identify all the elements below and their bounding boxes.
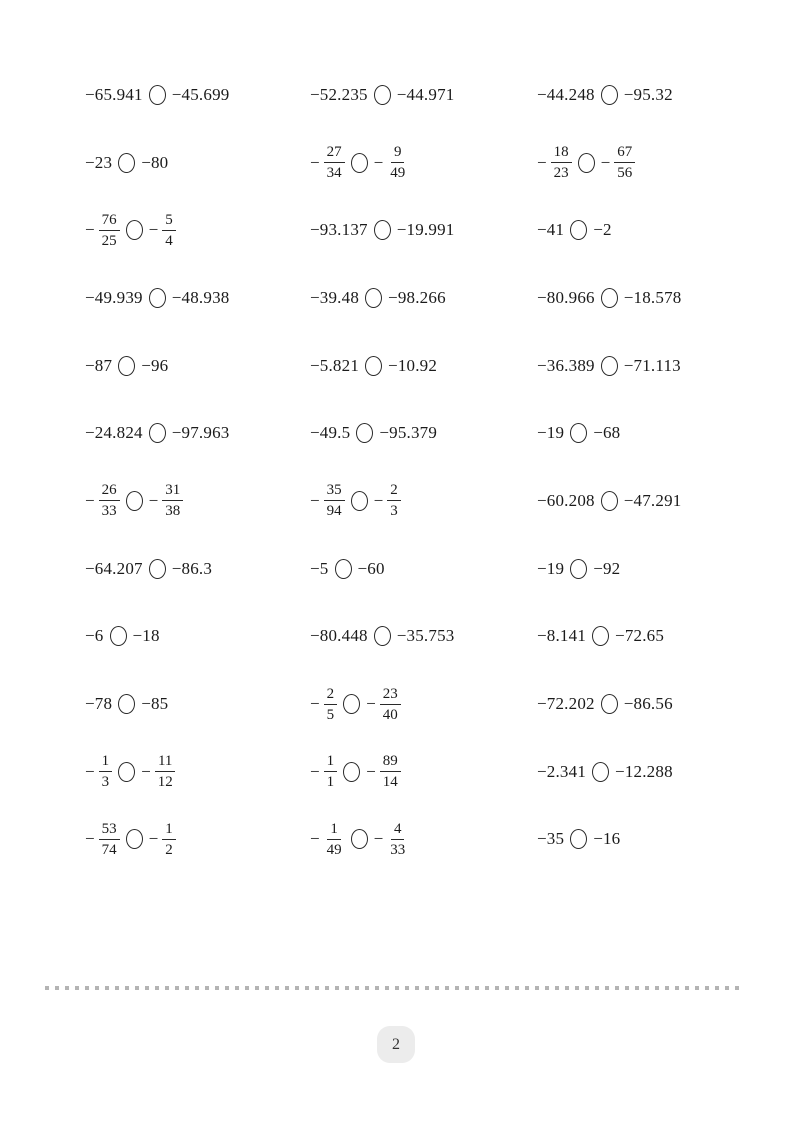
minus-sign: − <box>366 761 376 781</box>
number-value: −36.389 <box>537 355 595 375</box>
fraction-numerator: 1 <box>324 752 338 772</box>
comparison-circle-input[interactable] <box>110 626 127 646</box>
right-operand <box>141 153 168 173</box>
right-operand <box>388 356 437 376</box>
fraction-denominator: 34 <box>326 165 342 182</box>
left-operand <box>537 288 595 308</box>
comparison-problem <box>310 129 537 197</box>
number-value: −2 <box>593 220 612 240</box>
comparison-circle-input[interactable] <box>126 829 143 849</box>
left-operand <box>310 85 368 105</box>
right-operand <box>374 820 409 859</box>
fraction-numerator: 1 <box>162 820 176 840</box>
number-value: −44.248 <box>537 84 595 104</box>
fraction <box>99 752 113 791</box>
right-operand <box>374 143 409 182</box>
minus-sign: − <box>148 220 159 240</box>
fraction <box>162 481 183 520</box>
right-operand <box>624 694 673 714</box>
comparison-problem <box>310 467 537 535</box>
comparison-problem <box>537 399 708 467</box>
left-operand <box>85 211 120 250</box>
fraction <box>551 143 572 182</box>
comparison-problem <box>85 61 310 129</box>
left-operand <box>85 559 143 579</box>
fraction-denominator: 33 <box>101 503 117 520</box>
right-operand <box>593 829 620 849</box>
right-operand <box>149 820 176 859</box>
fraction <box>387 481 401 520</box>
comparison-circle-input[interactable] <box>118 356 135 376</box>
number-value: −45.699 <box>171 84 230 104</box>
number-value: −39.48 <box>310 287 360 307</box>
number-value: −80.966 <box>537 287 595 307</box>
comparison-problem <box>85 129 310 197</box>
fraction-numerator: 89 <box>380 752 401 772</box>
minus-sign: − <box>373 829 384 849</box>
comparison-circle-input[interactable] <box>149 288 166 308</box>
comparison-problem <box>537 264 708 332</box>
fraction <box>162 820 176 859</box>
right-operand <box>141 356 168 376</box>
number-value: −49.939 <box>85 287 143 307</box>
fraction-numerator: 76 <box>99 211 120 231</box>
minus-sign: − <box>310 829 320 849</box>
comparison-circle-input[interactable] <box>592 626 609 646</box>
fraction-numerator: 23 <box>380 685 401 705</box>
left-operand <box>85 820 120 859</box>
minus-sign: − <box>85 220 95 240</box>
left-operand <box>310 423 350 443</box>
fraction-denominator: 38 <box>165 503 181 520</box>
number-value: −6 <box>85 626 104 646</box>
comparison-problem <box>310 535 537 603</box>
minus-sign: − <box>366 694 376 714</box>
right-operand <box>366 685 401 724</box>
left-operand <box>310 626 368 646</box>
fraction <box>324 752 338 791</box>
number-value: −60.208 <box>537 490 595 510</box>
fraction-numerator: 9 <box>391 143 405 163</box>
comparison-circle-input[interactable] <box>335 559 352 579</box>
comparison-circle-input[interactable] <box>149 423 166 443</box>
fraction-denominator: 5 <box>326 706 335 723</box>
fraction-denominator: 40 <box>382 706 398 723</box>
comparison-problem <box>310 670 537 738</box>
number-value: −98.266 <box>388 287 446 307</box>
left-operand <box>537 626 586 646</box>
number-value: −2.341 <box>537 761 587 781</box>
right-operand <box>397 220 455 240</box>
right-operand <box>172 288 230 308</box>
left-operand <box>85 752 112 791</box>
fraction-numerator: 5 <box>162 211 176 231</box>
fraction-denominator: 3 <box>390 503 398 520</box>
comparison-problem <box>310 61 537 129</box>
left-operand <box>85 626 104 646</box>
minus-sign: − <box>310 490 320 510</box>
fraction-numerator: 1 <box>99 752 113 772</box>
number-value: −68 <box>593 423 621 443</box>
comparison-circle-input[interactable] <box>365 288 382 308</box>
comparison-circle-input[interactable] <box>343 694 360 714</box>
fraction-denominator: 12 <box>157 774 173 791</box>
left-operand <box>537 694 595 714</box>
left-operand <box>537 356 595 376</box>
comparison-circle-input[interactable] <box>149 559 166 579</box>
number-value: −87 <box>85 355 113 375</box>
fraction <box>99 481 120 520</box>
comparison-problem <box>537 738 708 806</box>
right-operand <box>172 423 230 443</box>
left-operand <box>537 491 595 511</box>
number-value: −96 <box>141 355 169 375</box>
number-value: −71.113 <box>623 355 681 375</box>
minus-sign: − <box>373 490 384 510</box>
fraction-denominator: 33 <box>390 841 406 858</box>
comparison-problem <box>310 738 537 806</box>
comparison-circle-input[interactable] <box>149 85 166 105</box>
minus-sign: − <box>537 152 547 172</box>
minus-sign: − <box>148 490 159 510</box>
right-operand <box>374 481 401 520</box>
fraction <box>380 685 401 724</box>
comparison-problem <box>537 467 708 535</box>
number-value: −92 <box>593 558 621 578</box>
right-operand <box>149 481 184 520</box>
number-value: −86.56 <box>623 694 673 714</box>
comparison-problem <box>85 399 310 467</box>
left-operand <box>537 220 564 240</box>
number-value: −95.379 <box>379 423 438 443</box>
comparison-problem <box>310 399 537 467</box>
right-operand <box>388 288 446 308</box>
right-operand <box>593 423 620 443</box>
comparison-circle-input[interactable] <box>601 288 618 308</box>
left-operand <box>537 829 564 849</box>
fraction <box>99 211 120 250</box>
comparison-problem <box>85 332 310 400</box>
fraction-numerator: 2 <box>387 481 401 501</box>
comparison-circle-input[interactable] <box>118 694 135 714</box>
fraction-denominator: 49 <box>390 165 406 182</box>
fraction <box>380 752 401 791</box>
number-value: −18.578 <box>623 287 682 307</box>
number-value: −12.288 <box>615 761 673 781</box>
problems-grid <box>85 61 708 873</box>
comparison-problem <box>85 264 310 332</box>
number-value: −23 <box>85 152 113 172</box>
fraction <box>99 820 120 859</box>
left-operand <box>310 685 337 724</box>
left-operand <box>85 481 120 520</box>
number-value: −65.941 <box>85 84 143 104</box>
minus-sign: − <box>148 829 159 849</box>
number-value: −5.821 <box>310 355 360 375</box>
fraction <box>324 143 345 182</box>
comparison-problem <box>310 196 537 264</box>
number-value: −10.92 <box>388 355 438 375</box>
fraction-numerator: 1 <box>327 820 341 840</box>
number-value: −52.235 <box>310 84 368 104</box>
number-value: −8.141 <box>537 626 587 646</box>
comparison-problem <box>537 603 708 671</box>
left-operand <box>85 694 112 714</box>
fraction-numerator: 18 <box>551 143 572 163</box>
right-operand <box>172 85 230 105</box>
minus-sign: − <box>310 761 320 781</box>
fraction-denominator: 74 <box>101 841 117 858</box>
number-value: −19 <box>537 558 565 578</box>
left-operand <box>310 143 345 182</box>
number-value: −47.291 <box>623 490 682 510</box>
comparison-problem <box>537 332 708 400</box>
dotted-divider <box>45 986 741 990</box>
comparison-circle-input[interactable] <box>570 423 587 443</box>
comparison-problem <box>310 264 537 332</box>
fraction-denominator: 25 <box>101 232 117 249</box>
comparison-circle-input[interactable] <box>601 694 618 714</box>
right-operand <box>172 559 212 579</box>
right-operand <box>593 220 612 240</box>
right-operand <box>624 491 682 511</box>
right-operand <box>149 211 176 250</box>
fraction-denominator: 56 <box>617 165 633 182</box>
page-number: 2 <box>392 1035 400 1053</box>
number-value: −48.938 <box>171 287 230 307</box>
number-value: −80.448 <box>310 626 368 646</box>
comparison-circle-input[interactable] <box>601 491 618 511</box>
minus-sign: − <box>141 761 151 781</box>
number-value: −24.824 <box>85 423 143 443</box>
right-operand <box>593 559 620 579</box>
left-operand <box>537 762 586 782</box>
comparison-circle-input[interactable] <box>601 85 618 105</box>
number-value: −5 <box>310 558 329 578</box>
number-value: −35 <box>537 829 565 849</box>
left-operand <box>310 220 368 240</box>
number-value: −49.5 <box>310 423 351 443</box>
left-operand <box>85 423 143 443</box>
comparison-circle-input[interactable] <box>374 220 391 240</box>
right-operand <box>379 423 437 443</box>
left-operand <box>310 481 345 520</box>
comparison-problem <box>537 196 708 264</box>
comparison-circle-input[interactable] <box>374 626 391 646</box>
left-operand <box>310 820 345 859</box>
minus-sign: − <box>85 490 95 510</box>
comparison-circle-input[interactable] <box>592 762 609 782</box>
right-operand <box>624 288 682 308</box>
fraction <box>324 481 345 520</box>
fraction-numerator: 11 <box>155 752 175 772</box>
left-operand <box>537 85 595 105</box>
comparison-problem <box>537 670 708 738</box>
fraction-denominator: 23 <box>553 165 569 182</box>
fraction-denominator: 1 <box>326 774 335 791</box>
fraction-denominator: 2 <box>165 841 173 858</box>
fraction <box>155 752 176 791</box>
comparison-circle-input[interactable] <box>601 356 618 376</box>
comparison-problem <box>537 61 708 129</box>
comparison-problem <box>310 332 537 400</box>
left-operand <box>85 153 112 173</box>
comparison-circle-input[interactable] <box>343 762 360 782</box>
comparison-problem <box>310 603 537 671</box>
fraction <box>387 143 408 182</box>
number-value: −64.207 <box>85 558 143 578</box>
left-operand <box>85 288 143 308</box>
comparison-problem <box>85 467 310 535</box>
comparison-problem <box>537 535 708 603</box>
number-value: −85 <box>141 694 169 714</box>
fraction <box>324 685 338 724</box>
number-value: −72.202 <box>537 694 595 714</box>
fraction-denominator: 94 <box>326 503 342 520</box>
number-value: −19.991 <box>396 220 455 240</box>
fraction-denominator: 49 <box>326 841 342 858</box>
comparison-circle-input[interactable] <box>356 423 373 443</box>
left-operand <box>537 559 564 579</box>
page-number-badge <box>377 1026 415 1063</box>
right-operand <box>624 85 673 105</box>
comparison-circle-input[interactable] <box>126 491 143 511</box>
fraction-numerator: 67 <box>614 143 635 163</box>
fraction-denominator: 3 <box>101 774 110 791</box>
number-value: −60 <box>357 558 385 578</box>
comparison-problem <box>85 535 310 603</box>
minus-sign: − <box>600 152 611 172</box>
number-value: −86.3 <box>171 558 213 578</box>
fraction-numerator: 4 <box>391 820 405 840</box>
comparison-circle-input[interactable] <box>351 491 368 511</box>
fraction-numerator: 53 <box>99 820 120 840</box>
left-operand <box>85 85 143 105</box>
right-operand <box>615 626 664 646</box>
minus-sign: − <box>85 829 95 849</box>
right-operand <box>397 626 455 646</box>
comparison-problem <box>85 196 310 264</box>
fraction-denominator: 14 <box>382 774 398 791</box>
comparison-problem <box>85 806 310 874</box>
right-operand <box>397 85 455 105</box>
right-operand <box>133 626 160 646</box>
fraction-numerator: 26 <box>99 481 120 501</box>
left-operand <box>310 752 337 791</box>
fraction <box>614 143 635 182</box>
right-operand <box>624 356 681 376</box>
fraction-numerator: 35 <box>324 481 345 501</box>
right-operand <box>358 559 385 579</box>
minus-sign: − <box>373 152 384 172</box>
right-operand <box>366 752 401 791</box>
comparison-problem <box>537 806 708 874</box>
comparison-circle-input[interactable] <box>118 762 135 782</box>
minus-sign: − <box>310 694 320 714</box>
number-value: −93.137 <box>310 220 368 240</box>
number-value: −35.753 <box>396 626 455 646</box>
comparison-circle-input[interactable] <box>365 356 382 376</box>
comparison-problem <box>310 806 537 874</box>
comparison-problem <box>85 670 310 738</box>
right-operand <box>615 762 673 782</box>
number-value: −44.971 <box>396 84 455 104</box>
comparison-circle-input[interactable] <box>570 220 587 240</box>
comparison-circle-input[interactable] <box>578 153 595 173</box>
fraction-numerator: 31 <box>162 481 183 501</box>
comparison-circle-input[interactable] <box>374 85 391 105</box>
number-value: −18 <box>132 626 160 646</box>
number-value: −80 <box>141 152 169 172</box>
fraction-numerator: 27 <box>324 143 345 163</box>
number-value: −78 <box>85 694 113 714</box>
comparison-problem <box>537 129 708 197</box>
right-operand <box>141 752 176 791</box>
left-operand <box>537 143 572 182</box>
left-operand <box>310 559 329 579</box>
number-value: −95.32 <box>623 84 673 104</box>
left-operand <box>310 356 359 376</box>
number-value: −97.963 <box>171 423 230 443</box>
fraction-numerator: 2 <box>324 685 338 705</box>
left-operand <box>85 356 112 376</box>
minus-sign: − <box>310 152 320 172</box>
fraction <box>162 211 176 250</box>
number-value: −19 <box>537 423 565 443</box>
comparison-circle-input[interactable] <box>118 153 135 173</box>
minus-sign: − <box>85 761 95 781</box>
left-operand <box>310 288 359 308</box>
fraction <box>387 820 408 859</box>
left-operand <box>537 423 564 443</box>
number-value: −41 <box>537 220 565 240</box>
fraction-denominator: 4 <box>165 232 173 249</box>
number-value: −16 <box>593 829 621 849</box>
comparison-circle-input[interactable] <box>570 829 587 849</box>
right-operand <box>141 694 168 714</box>
number-value: −72.65 <box>615 626 665 646</box>
comparison-circle-input[interactable] <box>351 153 368 173</box>
right-operand <box>601 143 636 182</box>
comparison-circle-input[interactable] <box>351 829 368 849</box>
fraction <box>324 820 345 859</box>
comparison-circle-input[interactable] <box>126 220 143 240</box>
comparison-problem <box>85 738 310 806</box>
comparison-circle-input[interactable] <box>570 559 587 579</box>
comparison-problem <box>85 603 310 671</box>
